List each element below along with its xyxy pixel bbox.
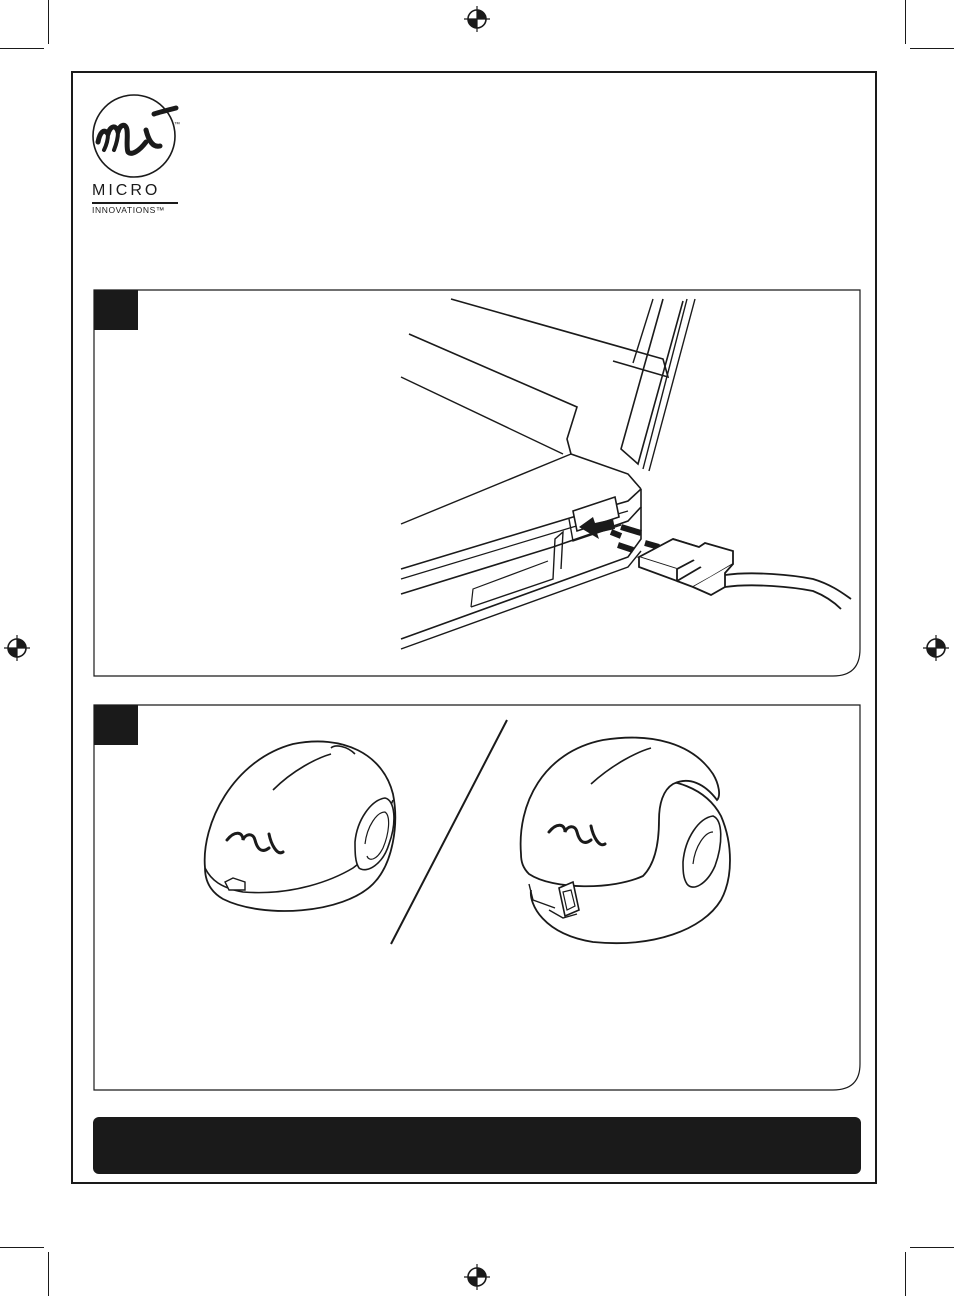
registration-crosshair-icon <box>3 634 31 662</box>
brand-innovations-text: INNOVATIONS™ <box>92 205 166 215</box>
brand-logo <box>90 92 190 222</box>
laptop-usb-illustration <box>93 289 862 678</box>
crop-mark <box>910 1247 954 1248</box>
footer-bar <box>93 1117 861 1174</box>
registration-crosshair-icon <box>922 634 950 662</box>
crop-mark <box>910 48 954 49</box>
step-2-badge <box>94 705 138 745</box>
mouse-open-receiver-illustration <box>521 738 730 944</box>
crop-mark <box>0 48 44 49</box>
mi-logo-icon <box>90 92 190 182</box>
crop-mark <box>48 1252 49 1296</box>
registration-crosshair-icon <box>463 5 491 33</box>
crop-mark <box>0 1247 44 1248</box>
crop-mark <box>48 0 49 44</box>
brand-micro-text: MICRO <box>92 182 161 199</box>
mouse-closed-illustration <box>205 741 396 911</box>
brand-divider <box>92 202 178 204</box>
registration-crosshair-icon <box>463 1263 491 1291</box>
step-2-panel <box>93 704 862 1092</box>
step-1-badge <box>94 290 138 330</box>
crop-mark <box>905 0 906 44</box>
step-1-panel <box>93 289 862 678</box>
crop-mark <box>905 1252 906 1296</box>
svg-text:™: ™ <box>174 122 180 128</box>
mouse-illustrations <box>93 704 862 1092</box>
